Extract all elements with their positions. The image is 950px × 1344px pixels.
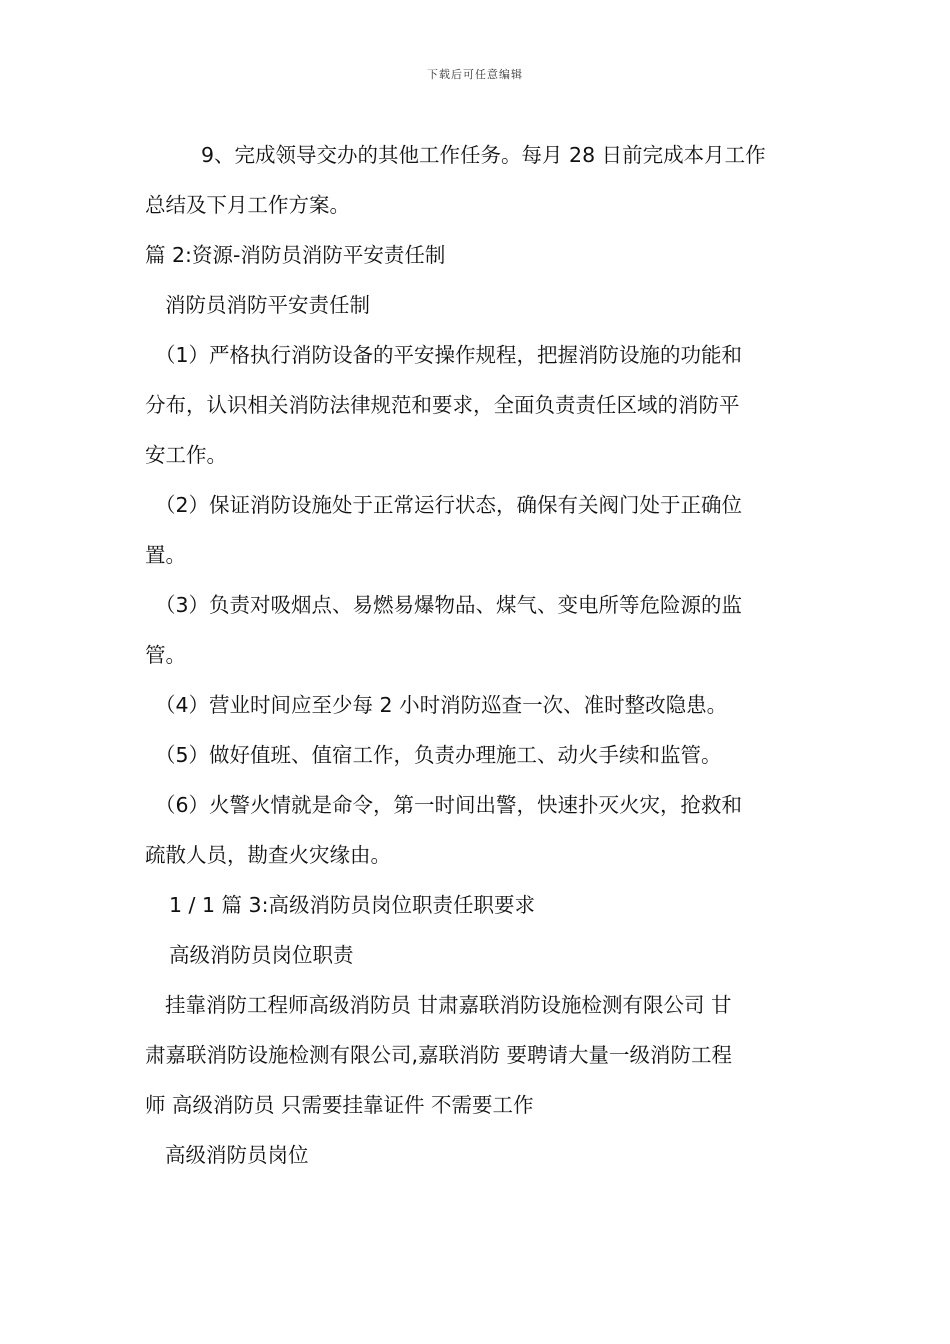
paragraph-line: （3）负责对吸烟点、易燃易爆物品、煤气、变电所等危险源的监 <box>155 593 743 617</box>
paragraph-line: （2）保证消防设施处于正常运行状态，确保有关阀门处于正确位 <box>155 493 743 517</box>
paragraph-line: 分布，认识相关消防法律规范和要求，全面负责责任区域的消防平 <box>145 393 740 417</box>
paragraph-line: （1）严格执行消防设备的平安操作规程，把握消防设施的功能和 <box>155 343 743 367</box>
paragraph-line: 总结及下月工作方案。 <box>145 193 350 217</box>
section-heading: 篇 2:资源-消防员消防平安责任制 <box>145 243 446 267</box>
paragraph-line: 安工作。 <box>145 443 227 467</box>
section-subtitle: 高级消防员岗位职责 <box>169 943 354 967</box>
page-header: 下载后可任意编辑 <box>427 68 523 81</box>
section-subtitle: 消防员消防平安责任制 <box>165 293 370 317</box>
document-body <box>145 130 815 1180</box>
section-heading: 1 / 1 篇 3:高级消防员岗位职责任职要求 <box>169 893 536 917</box>
paragraph-line: （6）火警火情就是命令，第一时间出警，快速扑灭火灾，抢救和 <box>155 793 743 817</box>
paragraph-line: 疏散人员，勘查火灾缘由。 <box>145 843 391 867</box>
paragraph-line: （5）做好值班、值宿工作，负责办理施工、动火手续和监管。 <box>155 743 722 767</box>
paragraph-line: 肃嘉联消防设施检测有限公司,嘉联消防 要聘请大量一级消防工程 <box>145 1043 733 1067</box>
paragraph-line: 挂靠消防工程师高级消防员 甘肃嘉联消防设施检测有限公司 甘 <box>165 993 732 1017</box>
paragraph-line: （4）营业时间应至少每 2 小时消防巡查一次、准时整改隐患。 <box>155 693 728 717</box>
paragraph-line: 9、完成领导交办的其他工作任务。每月 28 日前完成本月工作 <box>201 143 766 167</box>
paragraph-line: 高级消防员岗位 <box>165 1143 309 1167</box>
paragraph-line: 师 高级消防员 只需要挂靠证件 不需要工作 <box>145 1093 534 1117</box>
paragraph-line: 置。 <box>145 543 186 567</box>
paragraph-line: 管。 <box>145 643 186 667</box>
